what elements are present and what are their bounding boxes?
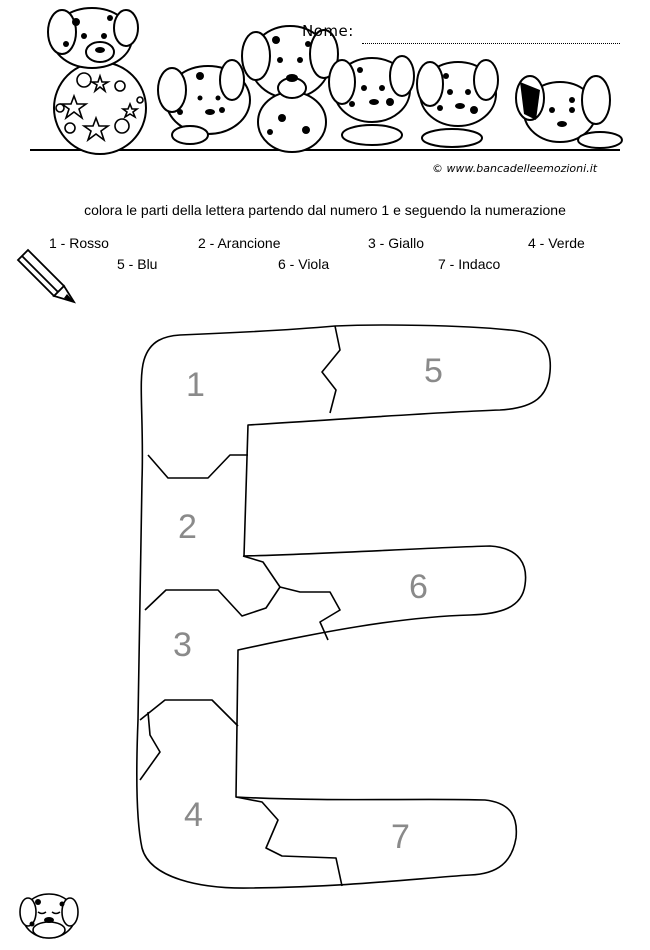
section-number-3: 3 <box>173 626 192 664</box>
legend-item-2: 2 - Arancione <box>198 235 281 251</box>
section-number-5: 5 <box>424 352 443 390</box>
legend-item-5: 5 - Blu <box>117 256 158 272</box>
letter-e-coloring-shape <box>0 300 650 900</box>
section-number-1: 1 <box>186 366 205 404</box>
section-number-2: 2 <box>178 508 197 546</box>
section-number-4: 4 <box>184 796 203 834</box>
name-label: Nome: <box>302 22 354 40</box>
legend-item-1: 1 - Rosso <box>49 235 109 251</box>
legend-item-4: 4 - Verde <box>528 235 585 251</box>
legend-item-3: 3 - Giallo <box>368 235 425 251</box>
instruction-text: colora le parti della lettera partendo dal numero 1 e seguendo la numerazione <box>84 202 566 218</box>
section-number-7: 7 <box>391 818 410 856</box>
sleeping-puppy-icon <box>18 886 80 942</box>
legend-item-6: 6 - Viola <box>278 256 330 272</box>
section-number-6: 6 <box>409 568 428 606</box>
pencil-icon <box>14 246 80 306</box>
copyright-text: © www.bancadelleemozioni.it <box>432 162 598 175</box>
name-input-line[interactable] <box>362 43 620 44</box>
legend-item-7: 7 - Indaco <box>438 256 501 272</box>
